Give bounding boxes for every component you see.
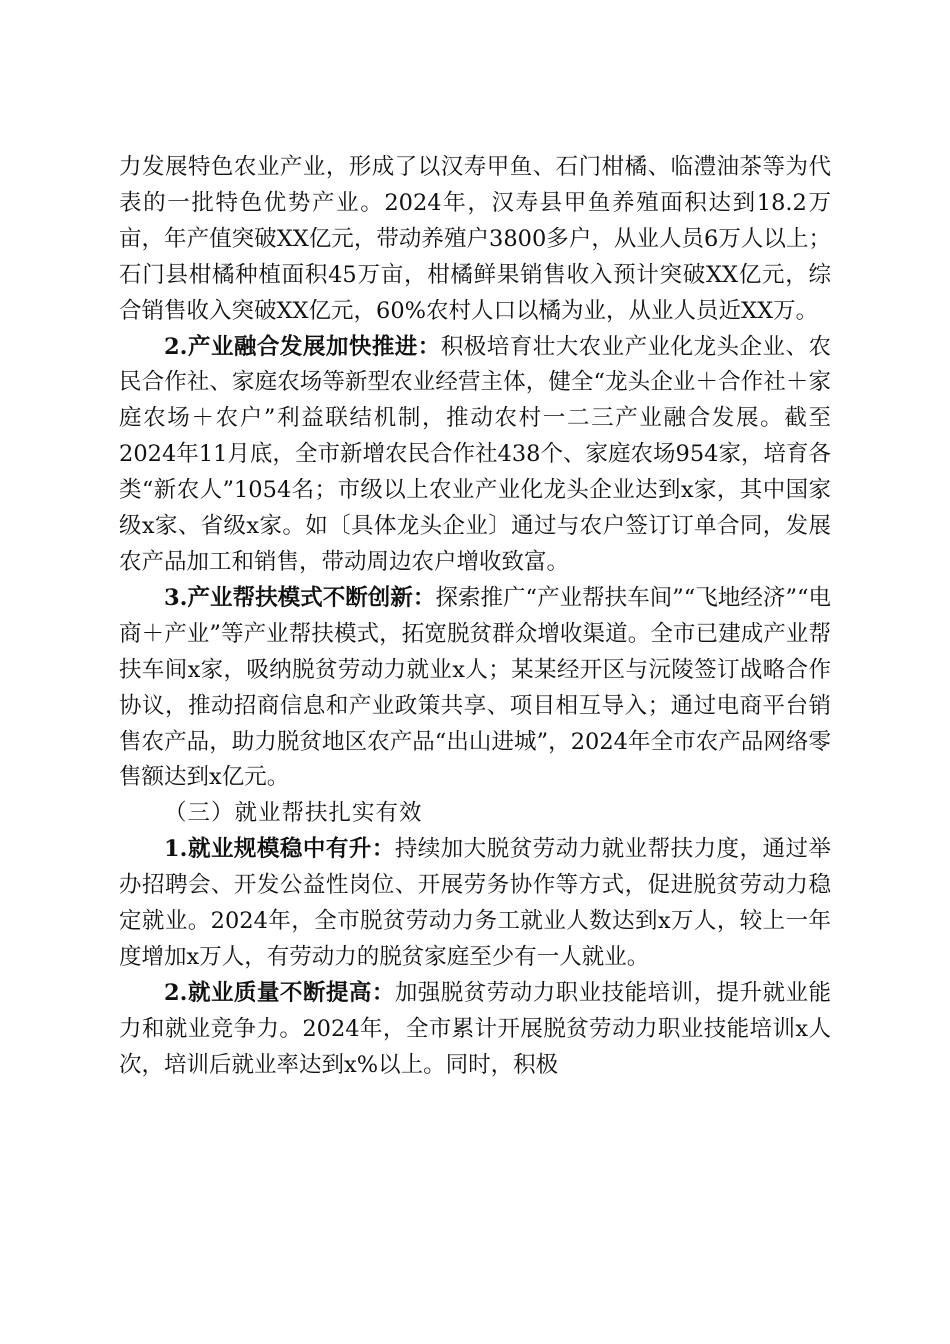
item-employment-scale-title: 1.就业规模稳中有升： [164,836,395,863]
item-industry-integration-title: 2.产业融合发展加快推进： [164,333,441,360]
item-employment-scale-body: 持续加大脱贫劳动力就业帮扶力度，通过举办招聘会、开发公益性岗位、开展劳务协作等方式，促进脱贫劳动力稳定就业。2024年，全市脱贫劳动力务工就业人数达到x万人，较上一年度增加x万人，有劳动力的脱贫家庭至少有一人就业。 [119,836,831,970]
item-employment-quality [119,976,831,1084]
paragraph-continuation [119,150,831,330]
item-employment-quality-body: 加强脱贫劳动力职业技能培训，提升就业能力和就业竞争力。2024年，全市累计开展脱贫劳动力职业技能培训x人次，培训后就业率达到x%以上。同时，积极 [119,979,831,1078]
item-employment-quality-title: 2.就业质量不断提高： [164,979,395,1006]
item-industry-assistance-model-body: 探索推广“产业帮扶车间”“飞地经济”“电商＋产业”等产业帮扶模式，拓宽脱贫群众增收渠道。全市已建成产业帮扶车间x家，吸纳脱贫劳动力就业x人；某某经开区与沅陵签订战略合作协议，推动招商信息和产业政策共享、项目相互导入；通过电商平台销售农产品，助力脱贫地区农产品“出山进城”，2024年全市农产品网络零售额达到x亿元。 [119,584,831,791]
item-employment-scale [119,832,831,976]
section-heading-employment-text: （三）就业帮扶扎实有效 [164,800,423,827]
item-industry-assistance-model [119,581,831,796]
item-industry-assistance-model-title: 3.产业帮扶模式不断创新： [164,584,436,611]
paragraph-continuation-text: 力发展特色农业产业，形成了以汉寿甲鱼、石门柑橘、临澧油茶等为代表的一批特色优势产业。2024年，汉寿县甲鱼养殖面积达到18.2万亩，年产值突破XX亿元，带动养殖户3800多户，从业人员6万人以上；石门县柑橘种植面积45万亩，柑橘鲜果销售收入预计突破XX亿元，综合销售收入突破XX亿元，60%农村人口以橘为业，从业人员近XX万。 [119,154,831,324]
document-body [119,150,831,1084]
section-heading-employment [119,796,831,832]
item-industry-integration-body: 积极培育壮大农业产业化龙头企业、农民合作社、家庭农场等新型农业经营主体，健全“龙头企业＋合作社＋家庭农场＋农户”利益联结机制，推动农村一二三产业融合发展。截至2024年11月底，全市新增农民合作社438个、家庭农场954家，培育各类“新农人”1054名；市级以上农业产业化龙头企业达到x家，其中国家级x家、省级x家。如〔具体龙头企业〕通过与农户签订订单合同，发展农产品加工和销售，带动周边农户增收致富。 [119,333,831,575]
item-industry-integration [119,330,831,581]
